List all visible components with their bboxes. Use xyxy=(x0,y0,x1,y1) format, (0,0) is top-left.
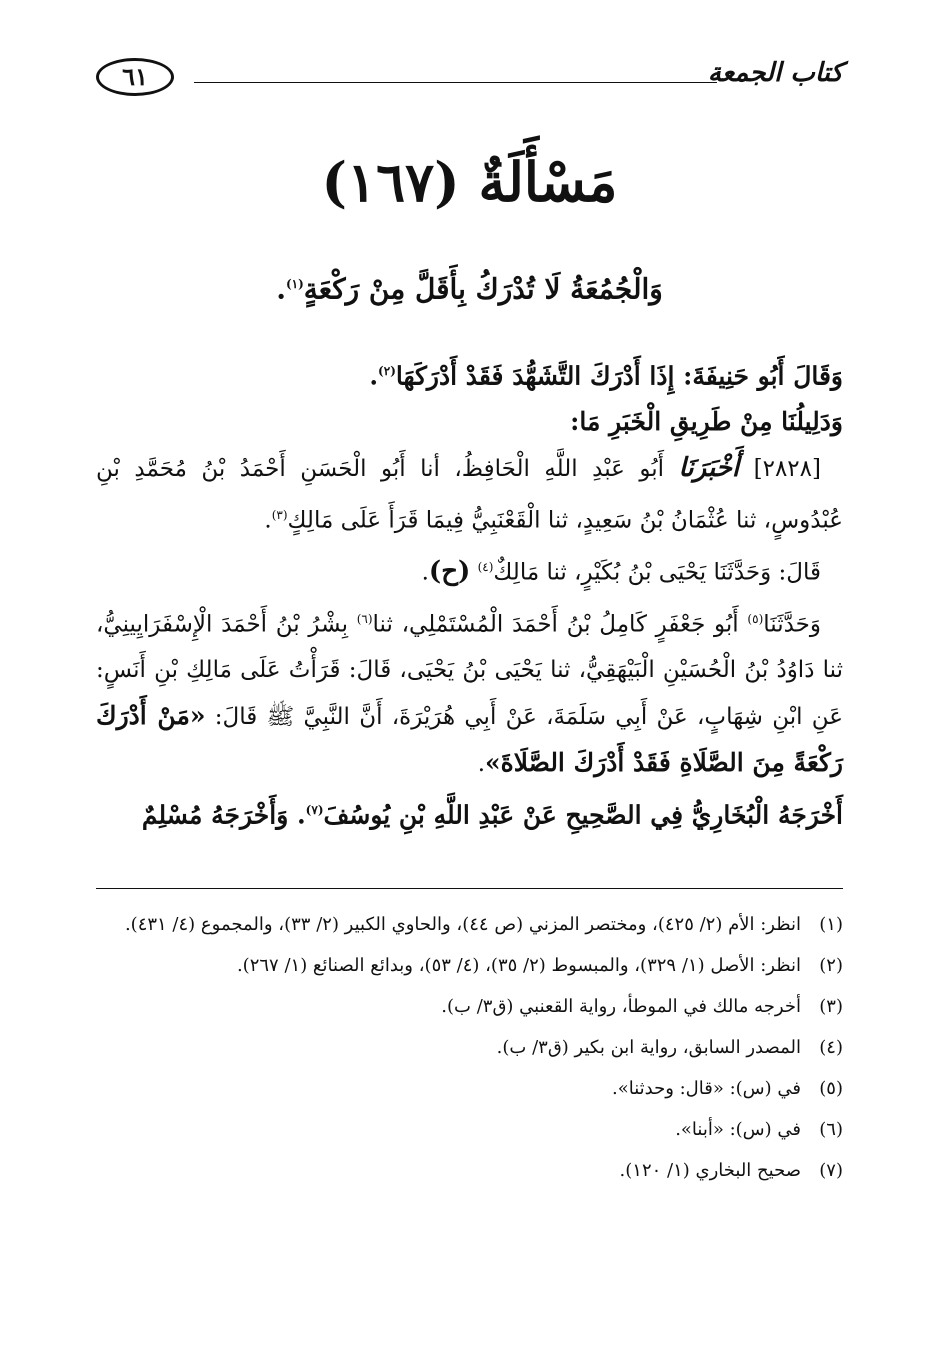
footnote-number: (٣) xyxy=(819,996,843,1017)
text-end: . xyxy=(477,751,485,778)
text-end: . xyxy=(421,559,429,586)
footnote-number: (١) xyxy=(819,914,843,935)
paragraph-takhrij xyxy=(96,787,843,838)
footnote-item xyxy=(96,1027,843,1068)
footnote-item xyxy=(96,1068,843,1109)
text: أَبُو عَبْدِ اللَّهِ الْحَافِظُ، أنا أَبُو الْحَسَنِ أَحْمَدُ بْنُ مُحَمَّدِ بْنِ عُبْدُوسٍ، ثنا عُثْمَانُ بْنُ سَعِيدٍ، ثنا الْقَعْنَبِيُّ فِيمَا قَرَأَ عَلَى مَالِكٍ xyxy=(96,456,843,534)
paragraph-abu-hanifa xyxy=(96,348,843,399)
footnotes xyxy=(96,904,843,1191)
paragraph-hadith-2828 xyxy=(96,445,843,544)
text: قَالَ: وَحَدَّثَنَا يَحْيَى بْنُ بُكَيْرٍ، ثنا مَالِكٌ xyxy=(493,559,821,586)
tahwil-ha: (ح) xyxy=(428,556,471,587)
footnote-text: انظر: الأصل (١/ ٣٢٩)، والمبسوط (٢/ ٣٥)، (٤/ ٥٣)، وبدائع الصنائع (١/ ٢٦٧). xyxy=(236,955,801,976)
footnote-text: في (س): «أبنا». xyxy=(675,1119,801,1140)
main-text xyxy=(96,348,843,839)
paragraph-chain xyxy=(96,596,843,788)
footnote-item xyxy=(96,986,843,1027)
footnote-number: (٢) xyxy=(819,955,843,976)
page-header xyxy=(96,52,843,102)
issue-subtitle xyxy=(0,264,939,309)
footnote-text: أخرجه مالك في الموطأ، رواية القعنبي (ق٣/ ب). xyxy=(441,996,801,1017)
footnote-text: انظر: الأم (٢/ ٤٢٥)، ومختصر المزني (ص ٤٤)، والحاوي الكبير (٢/ ٣٣)، والمجموع (٤/ ٤٣١). xyxy=(124,914,801,935)
footnote-item xyxy=(96,945,843,986)
text: . وَأَخْرَجَهُ مُسْلِمٌ xyxy=(141,800,306,830)
book-title: كتاب الجمعة xyxy=(707,58,843,88)
footnote-number: (٧) xyxy=(819,1160,843,1181)
footnote-number: (٥) xyxy=(819,1078,843,1099)
footnote-text: المصدر السابق، رواية ابن بكير (ق٣/ ب). xyxy=(496,1037,801,1058)
footnote-number: (٤) xyxy=(819,1037,843,1058)
hadith-quote: «مَنْ أَدْرَكَ رَكْعَةً مِنَ الصَّلَاةِ فَقَدْ أَدْرَكَ الصَّلَاةَ» xyxy=(96,701,843,778)
paragraph-evidence xyxy=(96,399,843,445)
text: بِشْرُ بْنُ أَحْمَدَ الْإِسْفَرَايِينِيُّ، ثنا دَاوُدُ بْنُ الْحُسَيْنِ الْبَيْهَقِيُّ، ثنا يَحْيَى بْنُ يَحْيَى، قَالَ: قَرَأْتُ عَلَى مَالِكِ بْنِ أَنَسٍ: عَنِ ابْنِ شِهَابٍ، عَنْ أَبِي سَلَمَةَ، عَنْ أَبِي هُرَيْرَةَ، أَنَّ النَّبِيَّ ﷺ قَالَ: xyxy=(96,611,843,731)
hadith-number: [٢٨٢٨] xyxy=(753,456,821,483)
footnote-ref: (٥) xyxy=(747,611,764,626)
subtitle-end: . xyxy=(276,272,286,306)
header-rule xyxy=(194,82,717,83)
footnote-text: صحيح البخاري (١/ ١٢٠). xyxy=(619,1160,801,1181)
text-end: . xyxy=(264,507,272,534)
akhbarana-word: أَخْبَرَنَا xyxy=(678,453,740,484)
footnote-number: (٦) xyxy=(819,1119,843,1140)
text: أَخْرَجَهُ الْبُخَارِيُّ فِي الصَّحِيحِ عَنْ عَبْدِ اللَّهِ بْنِ يُوسُفَ xyxy=(323,800,843,830)
paragraph-yahya-bukayr xyxy=(96,544,843,596)
text-end: . xyxy=(369,361,379,391)
text: وَدَلِيلُنَا مِنْ طَرِيقِ الْخَبَرِ مَا: xyxy=(570,407,843,437)
footnote-item xyxy=(96,1150,843,1191)
text: وَحَدَّثَنَا xyxy=(763,611,821,638)
footnote-ref: (٣) xyxy=(271,508,288,523)
footnote-ref: (٧) xyxy=(305,803,324,818)
footnote-item xyxy=(96,904,843,945)
footnote-ref: (٤) xyxy=(477,559,494,574)
subtitle-text: وَالْجُمُعَةُ لَا تُدْرَكُ بِأَقَلَّ مِنْ رَكْعَةٍ xyxy=(303,272,663,306)
text: وَقَالَ أَبُو حَنِيفَةَ: إِذَا أَدْرَكَ التَّشَهُّدَ فَقَدْ أَدْرَكَهَا xyxy=(395,361,843,391)
footnote-item xyxy=(96,1109,843,1150)
footnote-ref: (٦) xyxy=(356,611,373,626)
text: أَبُو جَعْفَرٍ كَامِلُ بْنُ أَحْمَدَ الْمُسْتَمْلِي، ثنا xyxy=(372,611,739,638)
footnote-ref: (٢) xyxy=(378,364,396,378)
footnote-text: في (س): «قال: وحدثنا». xyxy=(611,1078,801,1099)
footnote-separator xyxy=(96,888,843,889)
issue-title: مَسْأَلَةٌ (١٦٧) xyxy=(321,150,618,214)
footnote-ref: (١) xyxy=(285,277,304,291)
page-number: ٦١ xyxy=(96,58,174,96)
